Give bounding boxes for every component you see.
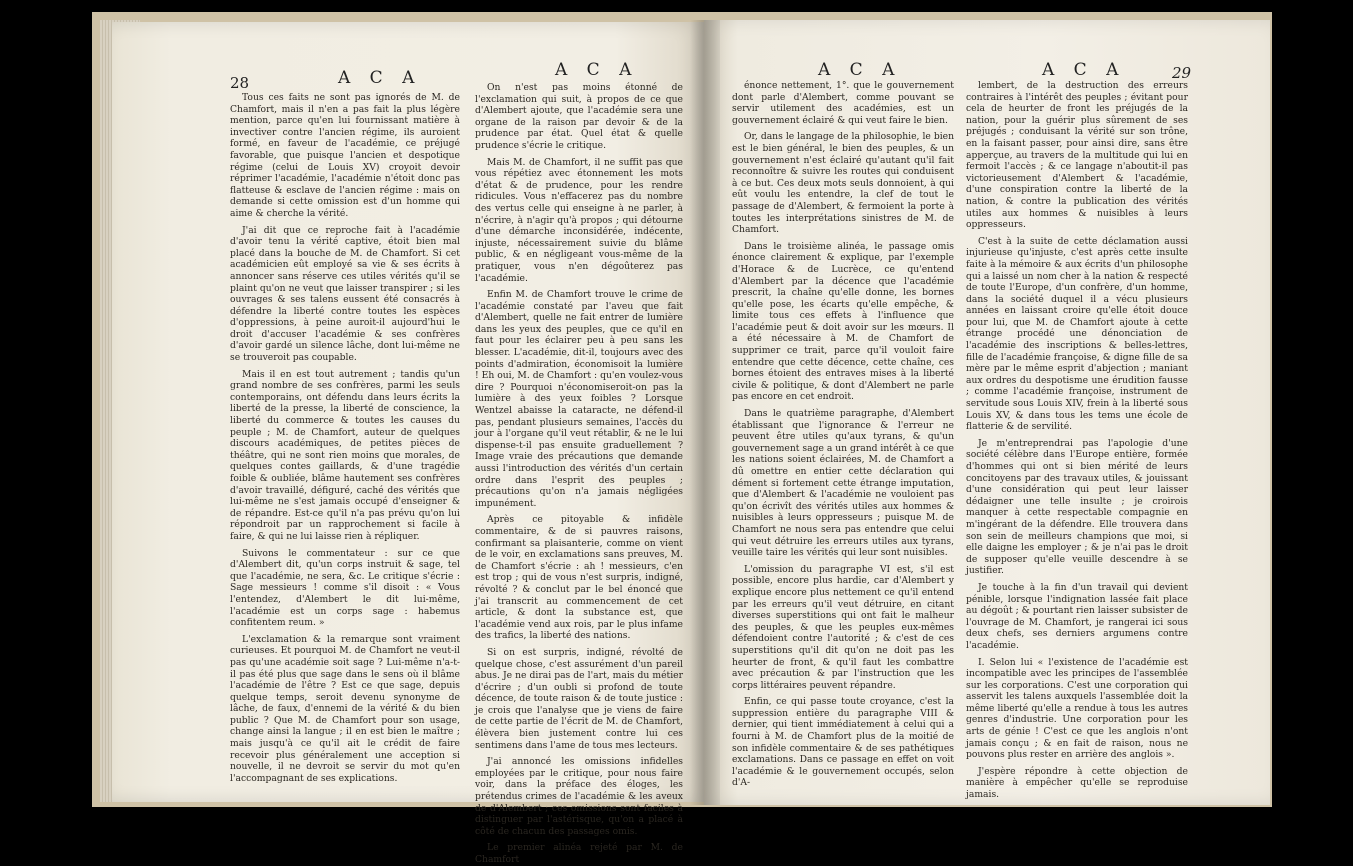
- right-page-column-2: [966, 80, 1188, 801]
- left-page-column-1: [230, 92, 460, 784]
- paragraph: énonce nettement, 1°. que le gouvernement dont parle d'Alembert, comme pouvant se servir utilement des académies, est un gouvernement éclairé & qui veut faire le bien.: [732, 80, 954, 126]
- paragraph: Je m'entreprendrai pas l'apologie d'une société célèbre dans l'Europe entière, formée d'hommes qui ont si bien mérité de leurs concitoyens par des travaux utiles, & jouissant d'une considération qui peut leur laisser dédaigner une telle insulte ; je croirois manquer à cette respectable compagnie en m'ingérant de la défendre. Elle trouvera dans son sein de meilleurs champions que moi, si elle daigne les employer ; & je n'ai pas le droit de supposer qu'elle veuille descendre à se justifier.: [966, 437, 1188, 577]
- paragraph: L'exclamation & la remarque sont vraiment curieuses. Et pourquoi M. de Chamfort ne veut-il pas qu'une académie soit sage ? Lui-même n'a-t-il pas été plus que sage dans le sens où il blâme l'académie de l'être ? Est ce que sage, depuis quelque temps, seroit devenu synonyme de lâche, de faux, d'ennemi de la vérité & du bien public ? Que M. de Chamfort pour son usage, change ainsi la langue ; il en est bien le maître ; mais jusqu'à ce qu'il ait le crédit de faire recevoir plus généralement une acception si nouvelle, il ne devroit se servir du mot qu'en l'accompagnant de ses explications.: [230, 633, 460, 784]
- right-page-column-1: [732, 80, 954, 789]
- right-running-head-2: A C A: [1042, 60, 1126, 80]
- paragraph: Mais il en est tout autrement ; tandis qu'un grand nombre de ses confrères, parmi les seuls contemporains, ont défendu dans leurs écrits la liberté de la presse, la liberté de conscience, la liberté du commerce & toutes les causes du peuple ; M. de Chamfort, auteur de quelques discours académiques, de petites pièces de théâtre, qui ne sont rien moins que morales, de quelques contes gaillards, & d'une tragédie foible & oubliée, blâme hautement ses confrères d'avoir travaillé, défiguré, caché des vérités que lui-même ne s'est jamais occupé d'enseigner & de répandre. Est-ce qu'il n'a pas prévu qu'on lui répondroit par un rapprochement si facile à faire, & qui ne lui laisse rien à répliquer.: [230, 368, 460, 542]
- left-page-column-2: [475, 82, 683, 865]
- right-page-number: 29: [1172, 64, 1192, 82]
- paragraph: J'espère répondre à cette objection de manière à empêcher qu'elle se reproduise jamais.: [966, 765, 1188, 801]
- paragraph: I. Selon lui « l'existence de l'académie est incompatible avec les principes de l'assemblée sur les corporations. C'est une corporation qui asservit les talens auxquels l'assemblée doit la même liberté qu'elle a rendue à tous les autres genres d'industrie. Une corporation pour les arts de génie ! C'est ce que les anglois n'ont jamais conçu ; & en fait de raison, nous ne pouvons plus rester en arrière des anglois ».: [966, 656, 1188, 761]
- paragraph: Dans le quatrième paragraphe, d'Alembert établissant que l'ignorance & l'erreur ne peuvent être utiles qu'aux tyrans, & qu'un gouvernement sage a un grand intérêt à ce que les nations soient éclairées, M. de Chamfort a dû omettre en entier cette déclaration qui dément si fortement cette étrange imputation, que d'Alembert & l'académie ne vouloient pas qu'on écrivît des vérités utiles aux hommes & nuisibles à leurs oppresseurs ; puisque M. de Chamfort ne nous sera pas entendre que celui qui veut détruire les erreurs utiles aux tyrans, veuille taire les vérités qui leur sont nuisibles.: [732, 408, 954, 559]
- paragraph: Le premier alinéa rejeté par M. de Chamfort: [475, 842, 683, 865]
- paragraph: Si on est surpris, indigné, révolté de quelque chose, c'est assurément d'un pareil abus. Je ne dirai pas de l'art, mais du métier d'écrire ; d'un oubli si profond de toute décence, de toute raison & de toute justice : je crois que l'analyse que je viens de faire de cette partie de l'écrit de M. de Chamfort, élèvera bien justement contre lui ces sentimens dans l'ame de tous mes lecteurs.: [475, 646, 683, 751]
- paragraph: Après ce pitoyable & infidèle commentaire, & de si pauvres raisons, confirmant sa plaisanterie, comme on vient de le voir, en exclamations sans preuves, M. de Chamfort s'écrie : ah ! messieurs, c'en est trop ; qui de vous n'est surpris, indigné, révolté ? & conclut par le bel énoncé que j'ai transcrit au commencement de cet article, & dont la substance est, que l'académie vend aux rois, par le plus infame des trafics, la liberté des nations.: [475, 514, 683, 642]
- paragraph: J'ai annoncé les omissions infidelles employées par le critique, pour nous faire voir, dans la préface des éloges, les prétendus crimes de l'académie & les aveux de d'Alembert ; ces omissions sont faciles à distinguer par l'astérisque, qu'on a placé à côté de chacun des passages omis.: [475, 756, 683, 837]
- paragraph: On n'est pas moins étonné de l'exclamation qui suit, à propos de ce que d'Alembert ajoute, que l'académie sera une organe de la raison par devoir & de la prudence par état. Quel état & quelle prudence s'écrie le critique.: [475, 82, 683, 151]
- paragraph: J'ai dit que ce reproche fait à l'académie d'avoir tenu la vérité captive, étoit bien mal placé dans la bouche de M. de Chamfort. Si cet académicien eût employé sa vie & ses écrits à annoncer sans réserve ces utiles vérités qu'il se plaint qu'on ne veut que laisser transpirer ; si les ouvrages & ses talens eussent été consacrés à défendre la liberté contre toutes les espèces d'oppressions, à peine auroit-il aujourd'hui le droit d'accuser l'académie & ses confrères d'avoir gardé un silence lâche, dont lui-même ne se trouveroit pas coupable.: [230, 224, 460, 364]
- paragraph: Or, dans le langage de la philosophie, le bien est le bien général, le bien des peuples, & un gouvernement n'est éclairé qu'autant qu'il fait reconnoître & suivre les routes qui conduisent à ce but. Ces deux mots seuls donnoient, à qui eût voulu les entendre, la clef de tout le passage de d'Alembert, & fermoient la porte à toutes les interprétations sinistres de M. de Chamfort.: [732, 131, 954, 236]
- paragraph: lembert, de la destruction des erreurs contraires à l'intérêt des peuples ; évitant pour cela de heurter de front les préjugés de la nation, pour la guérir plus sûrement de ses préjugés ; conduisant la vérité sur son trône, en la faisant passer, pour ainsi dire, sans être apperçue, au travers de la multitude qui lui en fermoit l'accès ; & ce langage n'aboutit-il pas victorieusement d'Alembert & l'académie, d'une conspiration contre la liberté de la nation, & contre la publication des vérités utiles aux hommes & nuisibles à leurs oppresseurs.: [966, 80, 1188, 231]
- book-gutter: [690, 20, 720, 805]
- left-page-number: 28: [230, 74, 250, 92]
- paragraph: Enfin M. de Chamfort trouve le crime de l'académie constaté par l'aveu que fait d'Alembert, quelle ne fait entrer de lumière dans les yeux des peuples, que ce qu'il en faut pour les éclairer peu à peu sans les blesser. L'académie, dit-il, toujours avec des points d'admiration, économisoit la lumière ! Eh oui, M. de Chamfort : qu'en voulez-vous dire ? Pourquoi n'économiseroit-on pas la lumière à des yeux foibles ? Lorsque Wentzel abaisse la cataracte, ne défend-il pas, pendant plusieurs semaines, l'accès du jour à l'organe qu'il veut rétablir, & ne le lui dispense-t-il pas ensuite graduellement ? Image vraie des précautions que demande aussi l'introduction des vérités d'un certain ordre dans l'esprit des peuples ; précautions qu'on n'a jamais négligées impunément.: [475, 289, 683, 509]
- paragraph: L'omission du paragraphe VI est, s'il est possible, encore plus hardie, car d'Alembert y explique encore plus nettement ce qu'il entend par les erreurs qu'il veut détruire, en citant diverses superstitions qui ont fait le malheur des peuples, & que les peuples eux-mêmes défendoient contre l'autorité ; & c'est de ces superstitions qu'il dit qu'on ne doit pas les heurter de front, & qu'il faut les combattre avec précaution & par l'instruction que les corps littéraires peuvent répandre.: [732, 563, 954, 691]
- paragraph: Mais M. de Chamfort, il ne suffit pas que vous répétiez avec étonnement les mots d'état & de prudence, pour les rendre ridicules. Vous n'effacerez pas du nombre des vertus celle qui enseigne à ne parler, à n'écrire, à n'agir qu'à propos ; qui détourne d'une démarche inconsidérée, indécente, injuste, nécessairement suivie du blâme public, & en négligeant vous-même de la pratiquer, vous n'en dégoûterez pas l'académie.: [475, 156, 683, 284]
- left-running-head-2: A C A: [555, 60, 639, 80]
- paragraph: Dans le troisième alinéa, le passage omis énonce clairement & explique, par l'exemple d'Horace & de Lucrèce, ce qu'entend d'Alembert par la décence que l'académie prescrit, la chaîne qu'elle donne, les bornes qu'elle pose, les écarts qu'elle empêche, & limite tous ces effets à l'influence que l'académie peut & doit avoir sur les mœurs. Il a été nécessaire à M. de Chamfort de supprimer ce trait, parce qu'il vouloit faire entendre que cette décence, cette chaîne, ces bornes étoient des entraves mises à la liberté civile & politique, & dont d'Alembert ne parle pas encore en cet endroit.: [732, 240, 954, 403]
- paragraph: C'est à la suite de cette déclamation aussi injurieuse qu'injuste, c'est après cette insulte faite à la mémoire & aux écrits d'un philosophe qui a laissé un nom cher à la nation & respecté de toute l'Europe, d'un confrère, d'un homme, dans la société duquel il a vécu plusieurs années en laissant croire qu'elle étoit douce pour lui, que M. de Chamfort ajoute à cette étrange procédé une dénonciation de l'académie des inscriptions & belles-lettres, fille de l'académie françoise, & digne fille de sa mère par le même esprit d'abjection ; maniant aux ordres du despotisme une érudition fausse ; comme l'académie françoise, instrument de servitude sous Louis XIV, frein à la liberté sous Louis XV, & dans tous les tems une école de flatterie & de servilité.: [966, 235, 1188, 433]
- paragraph: Je touche à la fin d'un travail qui devient pénible, lorsque l'indignation lassée fait place au dégoût ; & pourtant rien laisser subsister de l'ouvrage de M. Chamfort, je rangerai ici sous deux chefs, ses derniers argumens contre l'académie.: [966, 581, 1188, 651]
- paragraph: Suivons le commentateur : sur ce que d'Alembert dit, qu'un corps instruit & sage, tel que l'académie, ne sera, &c. Le critique s'écrie : Sage messieurs ! comme s'il disoit : « Vous l'entendez, d'Alembert le dit lui-même, l'académie est un corps sage : habemus confitentem reum. »: [230, 547, 460, 629]
- left-running-head-1: A C A: [338, 68, 422, 88]
- paragraph: Enfin, ce qui passe toute croyance, c'est la suppression entière du paragraphe VIII & dernier, qui tient immédiatement à celui qui a fourni à M. de Chamfort plus de la moitié de son infidèle commentaire & de ses pathétiques exclamations. Dans ce passage en effet on voit l'académie & le gouvernement occupés, selon d'A-: [732, 696, 954, 789]
- right-running-head-1: A C A: [818, 60, 902, 80]
- paragraph: Tous ces faits ne sont pas ignorés de M. de Chamfort, mais il n'en a pas fait la plus légère mention, parce qu'en lui fournissant matière à invectiver contre l'ancien régime, ils auroient formé, en faveur de l'académie, ce préjugé favorable, que puisque l'ancien et despotique régime (celui de Louis XV) croyoit devoir réprimer l'académie, l'académie n'étoit donc pas flatteuse & esclave de l'ancien régime : mais on demande si cette omission est d'un homme qui aime & cherche la vérité.: [230, 92, 460, 219]
